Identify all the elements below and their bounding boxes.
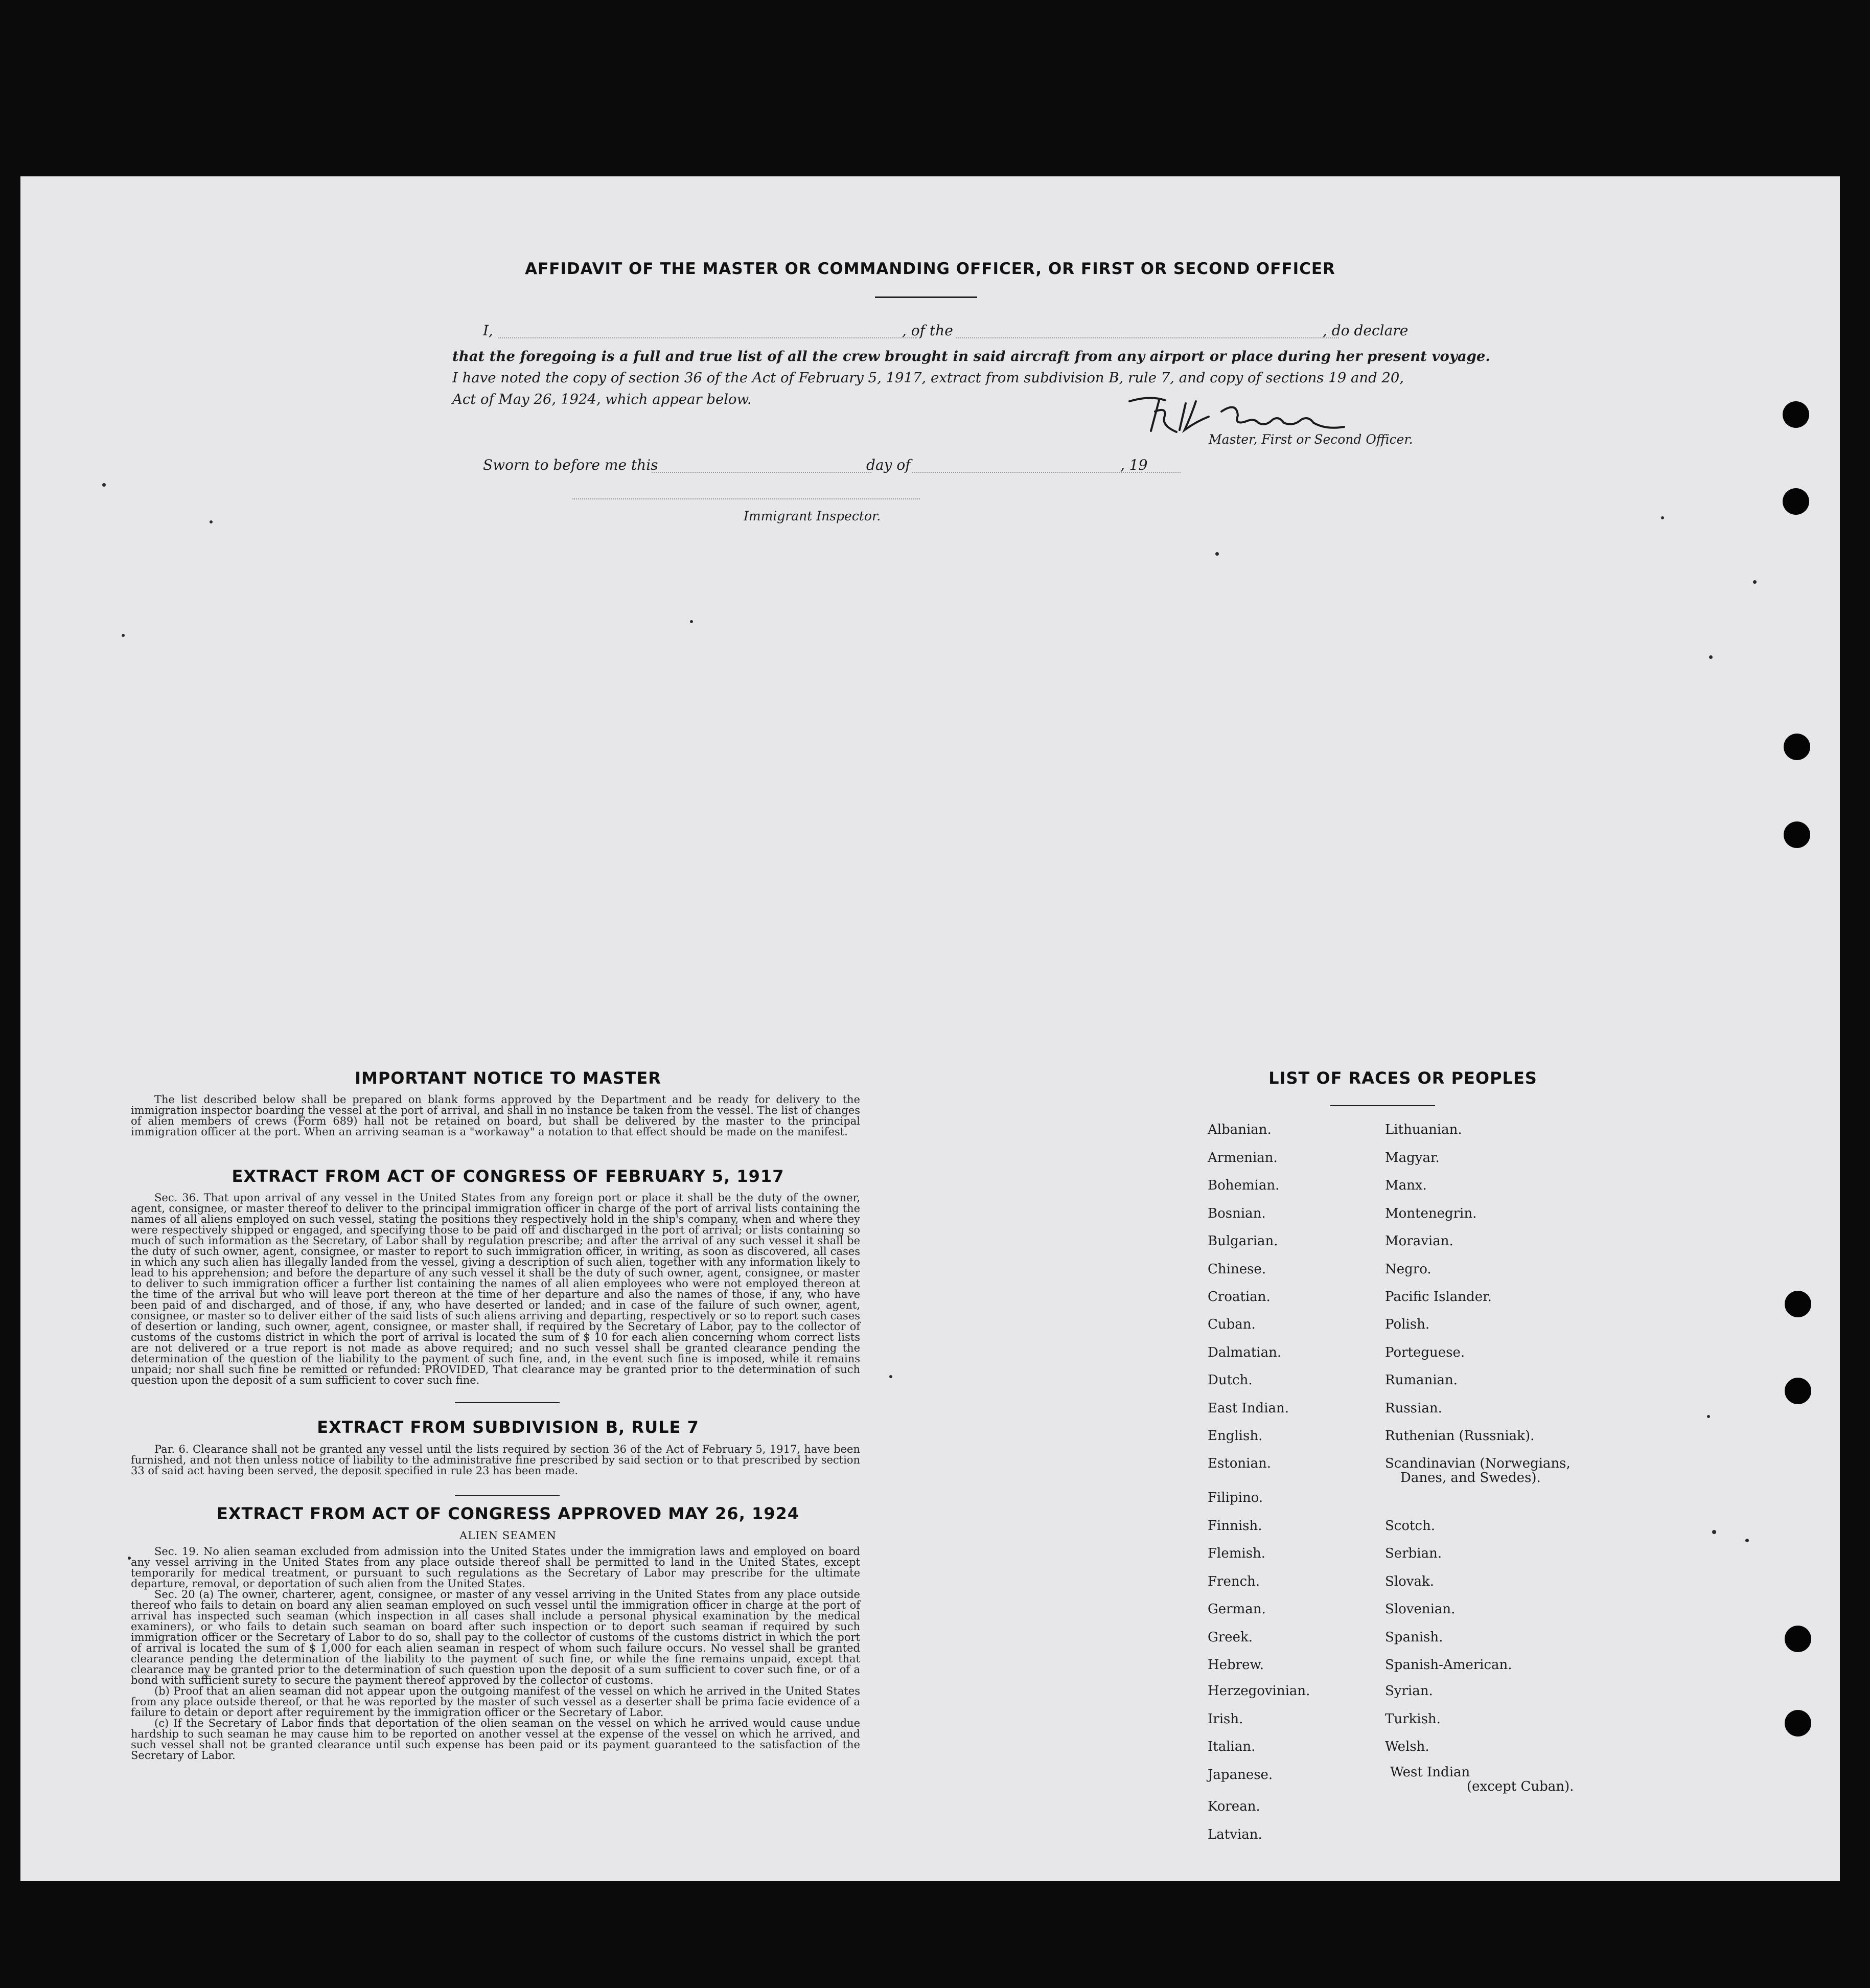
- sworn-text: Sworn to before me this: [483, 456, 658, 473]
- speck: [1712, 1530, 1716, 1534]
- race-item: Scandinavian (Norwegians,: [1385, 1456, 1571, 1471]
- race-item: Bohemian.: [1208, 1178, 1280, 1193]
- race-item: Japanese.: [1208, 1767, 1273, 1783]
- affidavit-line1-i: I,: [483, 322, 493, 339]
- speck: [1707, 1415, 1710, 1418]
- race-item: Lithuanian.: [1385, 1122, 1462, 1137]
- year-blank: [1145, 472, 1181, 473]
- binding-hole: [1784, 821, 1810, 848]
- race-item: Estonian.: [1208, 1456, 1271, 1471]
- inspector-caption: Immigrant Inspector.: [744, 509, 881, 523]
- divider-1: [455, 1402, 560, 1403]
- race-item: East Indian.: [1208, 1401, 1289, 1416]
- affidavit-line3: I have noted the copy of section 36 of the Act of February 5, 1917, extract from subdivision B, rule 7, and copy of sections 19 and 20,: [452, 370, 1404, 386]
- race-item: Moravian.: [1385, 1233, 1453, 1249]
- sworn-date-blank: [652, 472, 871, 473]
- race-item: Croatian.: [1208, 1289, 1271, 1305]
- affidavit-line4: Act of May 26, 1924, which appear below.: [452, 391, 752, 407]
- speck: [889, 1375, 892, 1378]
- race-item: Pacific Islander.: [1385, 1289, 1492, 1305]
- name-blank: [498, 337, 917, 338]
- race-item: Flemish.: [1208, 1546, 1266, 1561]
- race-item: Rumanian.: [1385, 1373, 1458, 1388]
- affidavit-line1-of: , of the: [902, 322, 953, 339]
- notice-paragraph: The list described below shall be prepared on blank forms approved by the Department and be ready for delivery to the immigration inspector boarding the vessel at the port of arrival, and shall in no instance be taken from the vessel. The list of changes of alien members of crews (Form 689) hall not be retained on board, but shall be delivered by the master to the principal immigration officer at the port. When an arriving seaman is a "workaway" a notation to that effect should be made on the manifest.: [131, 1093, 860, 1138]
- month-blank: [912, 472, 1142, 473]
- race-item: Armenian.: [1208, 1150, 1278, 1166]
- vessel-blank: [956, 337, 1339, 338]
- sec-20b-paragraph: (b) Proof that an alien seaman did not appear upon the outgoing manifest of the vessel on which he arrived in the United States from any place outside thereof, or that he was reported by the master of such vessel as a deserter shall be prima facie evidence of a failure to detain or deport after requirement by the immigration officer or the Secretary of Labor.: [131, 1685, 860, 1719]
- race-item: Cuban.: [1208, 1317, 1256, 1332]
- speck: [102, 483, 106, 487]
- binding-hole: [1785, 1710, 1811, 1736]
- race-item: Dutch.: [1208, 1373, 1253, 1388]
- race-item: French.: [1208, 1574, 1260, 1589]
- race-item: Negro.: [1385, 1262, 1432, 1277]
- race-item: Spanish-American.: [1385, 1657, 1512, 1673]
- race-item: Latvian.: [1208, 1827, 1262, 1842]
- binding-hole: [1784, 734, 1810, 760]
- par-6-paragraph: Par. 6. Clearance shall not be granted any vessel until the lists required by section 36 of the Act of February 5, 1917, have been furnished, and not then unless notice of liability to the administrative fine prescribed by said section or to that prescribed by section 33 of said act having been served, the deposit specified in rule 23 has been made.: [131, 1443, 860, 1477]
- race-item: German.: [1208, 1602, 1266, 1617]
- extract-1917-title: EXTRACT FROM ACT OF CONGRESS OF FEBRUARY 5, 1917: [232, 1167, 784, 1186]
- sec-20c-paragraph: (c) If the Secretary of Labor finds that deportation of the olien seaman on the vessel on which he arrived would cause undue hardship to such seaman he may cause him to be reported on another vessel at the expense of the vessel on which he arrived, and such vessel shall not be granted clearance until such expense has been paid or its payment guaranteed to the satisfaction of the Secretary of Labor.: [131, 1717, 860, 1762]
- race-item: Russian.: [1385, 1401, 1442, 1416]
- races-title-rule: [1330, 1105, 1435, 1106]
- subdivision-b-title: EXTRACT FROM SUBDIVISION B, RULE 7: [317, 1418, 699, 1437]
- race-item: Montenegrin.: [1385, 1206, 1477, 1221]
- binding-hole: [1785, 1626, 1811, 1652]
- race-item: West Indian: [1390, 1765, 1470, 1780]
- notice-title: IMPORTANT NOTICE TO MASTER: [355, 1068, 661, 1088]
- affidavit-line1-declare: , do declare: [1323, 322, 1409, 339]
- race-item: Dalmatian.: [1208, 1345, 1282, 1360]
- race-item: Chinese.: [1208, 1262, 1266, 1277]
- race-item: Korean.: [1208, 1799, 1260, 1814]
- speck: [122, 634, 125, 637]
- speck: [690, 620, 693, 623]
- race-item: English.: [1208, 1428, 1263, 1444]
- race-item: Albanian.: [1208, 1122, 1272, 1137]
- race-item: Manx.: [1385, 1178, 1427, 1193]
- inspector-blank: [572, 498, 920, 499]
- day-of-text: day of: [866, 456, 911, 473]
- race-item: Scotch.: [1385, 1518, 1436, 1534]
- extract-1917-body: [131, 1193, 860, 1386]
- binding-hole: [1783, 401, 1809, 428]
- race-item: Slovak.: [1385, 1574, 1434, 1589]
- race-item: Filipino.: [1208, 1490, 1263, 1505]
- race-item: Danes, and Swedes).: [1400, 1470, 1541, 1486]
- binding-hole: [1785, 1378, 1811, 1404]
- race-item: Ruthenian (Russniak).: [1385, 1428, 1535, 1444]
- sec-20a-paragraph: Sec. 20 (a) The owner, charterer, agent, consignee, or master of any vessel arriving in the United States from any place outside thereof who fails to detain on board any alien seaman employed on such vessel until the immigration officer in charge at the port of arrival has inspected such seaman (which inspection in all cases shall include a personal physical examination by the medical examiners), or who fails to detain such seaman on board after such inspection or to deport such seaman if required by such immigration officer or the Secretary of Labor to do so, shall pay to the collector of customs of the customs district in which the port of arrival is located the sum of $ 1,000 for each alien seaman in respect of whom such failure occurs. No vessel shall be granted clearance pending the determination of the liability to the payment of such fine, or while the fine remains unpaid, except that clearance may be granted prior to the determination of such question upon the deposit of a sum sufficient to cover such fine, or of a bond with sufficient surety to secure the payment thereof approved by the collector of customs.: [131, 1588, 860, 1686]
- extract-1924-title: EXTRACT FROM ACT OF CONGRESS APPROVED MAY 26, 1924: [216, 1504, 800, 1523]
- race-item: (except Cuban).: [1467, 1779, 1574, 1794]
- sec-19-paragraph: Sec. 19. No alien seaman excluded from admission into the United States under the immigration laws and employed on board any vessel arriving in the United States from any place outside thereof shall be permitted to land in the United States, except temporarily for medical treatment, or pursuant to such regulations as the Secretary of Labor may prescribe for the ultimate departure, removal, or deportation of such alien from the United States.: [131, 1545, 860, 1590]
- race-item: Magyar.: [1385, 1150, 1440, 1166]
- speck: [128, 1557, 131, 1560]
- affidavit-title: AFFIDAVIT OF THE MASTER OR COMMANDING OFFICER, OR FIRST OR SECOND OFFICER: [525, 260, 1335, 278]
- race-item: Slovenian.: [1385, 1602, 1456, 1617]
- signature-caption: Master, First or Second Officer.: [1209, 432, 1413, 447]
- race-item: Greek.: [1208, 1630, 1253, 1645]
- race-item: Hebrew.: [1208, 1657, 1264, 1673]
- race-item: Turkish.: [1385, 1711, 1441, 1727]
- race-item: Syrian.: [1385, 1683, 1433, 1699]
- notice-body: [131, 1094, 860, 1137]
- year-text: , 19: [1120, 456, 1148, 473]
- race-item: Spanish.: [1385, 1630, 1443, 1645]
- race-item: Finnish.: [1208, 1518, 1262, 1534]
- races-title: LIST OF RACES OR PEOPLES: [1268, 1068, 1537, 1088]
- race-item: Bulgarian.: [1208, 1233, 1278, 1249]
- affidavit-line2: that the foregoing is a full and true list of all the crew brought in said aircraft from any airport or place during her present voyage.: [452, 348, 1490, 364]
- race-item: Irish.: [1208, 1711, 1243, 1727]
- speck: [210, 520, 213, 523]
- binding-hole: [1783, 488, 1809, 515]
- race-item: Porteguese.: [1385, 1345, 1465, 1360]
- binding-hole: [1785, 1291, 1811, 1317]
- document-page: [20, 176, 1840, 1881]
- speck: [1753, 580, 1757, 584]
- speck: [1215, 552, 1219, 556]
- divider-2: [455, 1495, 560, 1496]
- subdivision-b-body: [131, 1444, 860, 1476]
- speck: [1709, 655, 1713, 659]
- alien-seamen-subtitle: ALIEN SEAMEN: [459, 1529, 557, 1542]
- race-item: Polish.: [1385, 1317, 1430, 1332]
- speck: [1661, 516, 1664, 519]
- race-item: Bosnian.: [1208, 1206, 1266, 1221]
- sec-36-paragraph: Sec. 36. That upon arrival of any vessel in the United States from any foreign port or place it shall be the duty of the owner, agent, consignee, or master thereof to deliver to the principal immigration officer in charge of the port of arrival lists containing the names of all aliens employed on such vessel, stating the positions they respectively hold in the ship's company, when and where they were respectively shipped or engaged, and specifying those to be paid off and discharged in the port of arrival; or lists containing so much of such information as the Secretary, of Labor shall by regulation prescribe; and after the arrival of any such vessel it shall be the duty of such owner, agent, consignee, or master to report to such immigration officer, in writing, as soon as discovered, all cases in which any such alien has illegally landed from the vessel, giving a description of such alien, together with any information likely to lead to his apprehension; and before the departure of any such vessel it shall be the duty of such owner, agent, consignee, or master to deliver to such immigration officer a further list containing the names of all alien employees who were not employed thereon at the time of the arrival but who will leave port thereon at the time of her departure and also the names of those, if any, who have been paid of and discharged, and of those, if any, who have deserted or landed; and in case of the failure of such owner, agent, consignee, or master so to deliver either of the said lists of such aliens arriving and departing, respectively or so to report such cases of desertion or landing, such owner, agent, consignee, or master shall, if required by the Secretary of Labor, pay to the collector of customs of the customs district in which the port of arrival is located the sum of $ 10 for each alien concerning whom correct lists are not delivered or a true report is not made as above required; and no such vessel shall be granted clearance pending the determination of the question of the liability to the payment of such fine, and, in the event such fine is imposed, while it remains unpaid; nor shall such fine be remitted or refunded: PROVIDED, That clearance may be granted prior to the determination of such question upon the deposit of a sum sufficient to cover such fine.: [131, 1192, 860, 1386]
- speck: [1745, 1539, 1749, 1542]
- race-item: Herzegovinian.: [1208, 1683, 1310, 1699]
- affidavit-title-rule: [875, 296, 977, 298]
- race-item: Italian.: [1208, 1739, 1256, 1754]
- race-item: Serbian.: [1385, 1546, 1442, 1561]
- race-item: Welsh.: [1385, 1739, 1429, 1754]
- extract-1924-body: [131, 1546, 860, 1761]
